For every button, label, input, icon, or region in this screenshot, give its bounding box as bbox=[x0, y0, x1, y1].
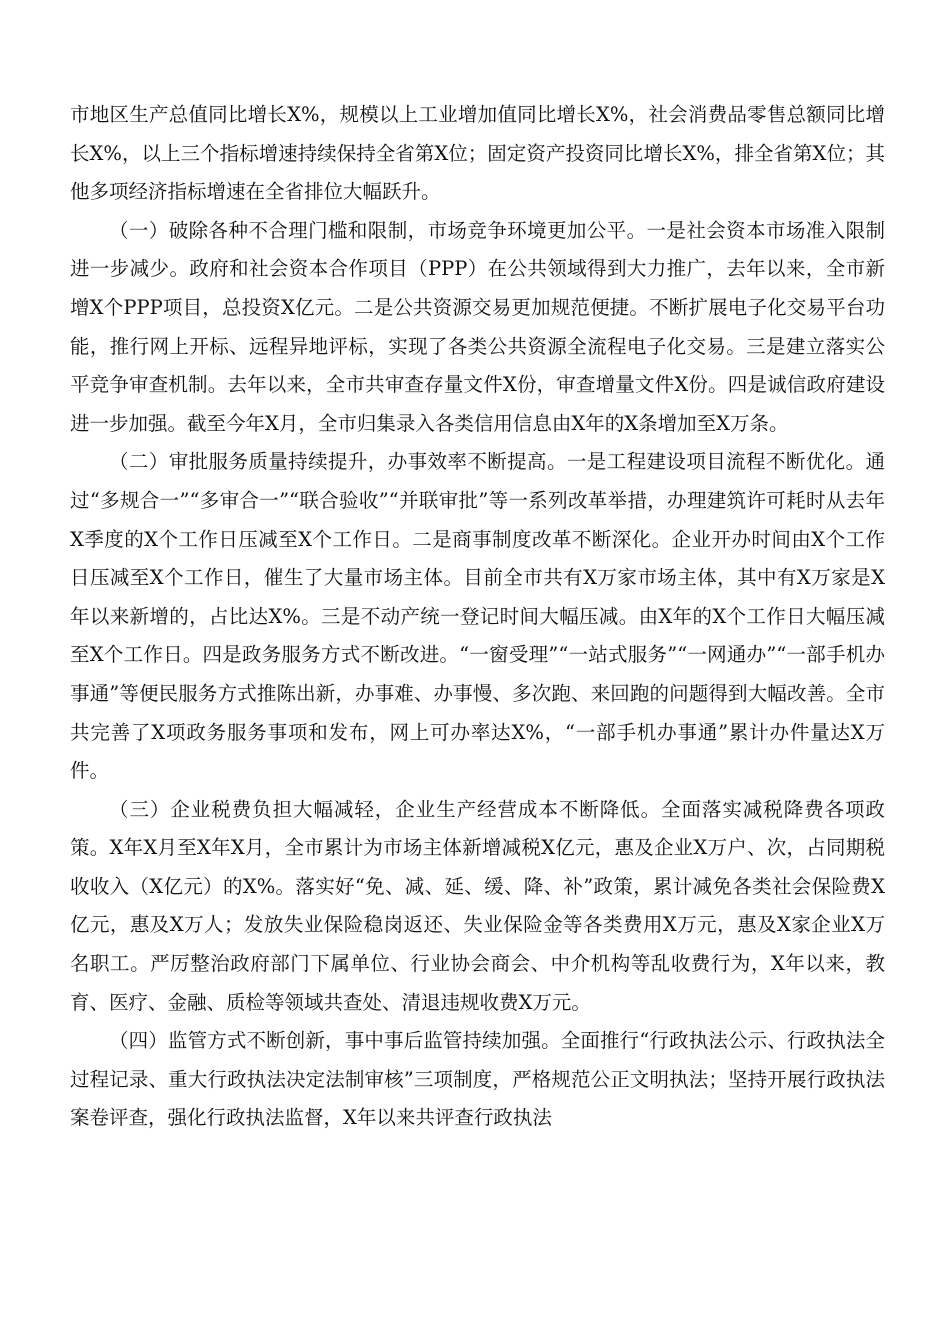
document-page bbox=[70, 96, 885, 1138]
paragraph-section-4: （四）监管方式不断创新，事中事后监管持续加强。全面推行“行政执法公示、行政执法全过程记录、重大行政执法决定法制审核”三项制度，严格规范公正文明执法；坚持开展行政执法案卷评查，强化行政执法监督，X年以来共评查行政执法 bbox=[70, 1029, 885, 1130]
paragraph-economic-indicators: 市地区生产总值同比增长X%，规模以上工业增加值同比增长X%，社会消费品零售总额同比增长X%，以上三个指标增速持续保持全省第X位；固定资产投资同比增长X%，排全省第X位；其他多项经济指标增速在全省排位大幅跃升。 bbox=[70, 103, 885, 204]
paragraph-section-3: （三）企业税费负担大幅减轻，企业生产经营成本不断降低。全面落实减税降费各项政策。X年X月至X年X月，全市累计为市场主体新增减税X亿元，惠及企业X万户、次，占同期税收收入（X亿元）的X%。落实好“免、减、延、缓、降、补”政策，累计减免各类社会保险费X亿元，惠及X万人；发放失业保险稳岗返还、失业保险金等各类费用X万元，惠及X家企业X万名职工。严厉整治政府部门下属单位、行业协会商会、中介机构等乱收费行为，X年以来，教育、医疗、金融、质检等领域共查处、清退违规收费X万元。 bbox=[70, 797, 885, 1014]
paragraph-section-2: （二）审批服务质量持续提升，办事效率不断提高。一是工程建设项目流程不断优化。通过“多规合一”“多审合一”“联合验收”“并联审批”等一系列改革举措，办理建筑许可耗时从去年X季度的X个工作日压减至X个工作日。二是商事制度改革不断深化。企业开办时间由X个工作日压减至X个工作日，催生了大量市场主体。目前全市共有X万家市场主体，其中有X万家是X年以来新增的，占比达X%。三是不动产统一登记时间大幅压减。由X年的X个工作日大幅压减至X个工作日。四是政务服务方式不断改进。“一窗受理”“一站式服务”“一网通办”“一部手机办事通”等便民服务方式推陈出新，办事难、办事慢、多次跑、来回跑的问题得到大幅改善。全市共完善了X项政务服务事项和发布，网上可办率达X%，“一部手机办事通”累计办件量达X万件。 bbox=[70, 450, 885, 783]
paragraph-section-1: （一）破除各种不合理门槛和限制，市场竞争环境更加公平。一是社会资本市场准入限制进一步减少。政府和社会资本合作项目（PPP）在公共领域得到大力推广，去年以来，全市新增X个PPP项目，总投资X亿元。二是公共资源交易更加规范便捷。不断扩展电子化交易平台功能，推行网上开标、远程异地评标，实现了各类公共资源全流程电子化交易。三是建立落实公平竞争审查机制。去年以来，全市共审查存量文件X份，审查增量文件X份。四是诚信政府建设进一步加强。截至今年X月，全市归集录入各类信用信息由X年的X条增加至X万条。 bbox=[70, 218, 885, 435]
